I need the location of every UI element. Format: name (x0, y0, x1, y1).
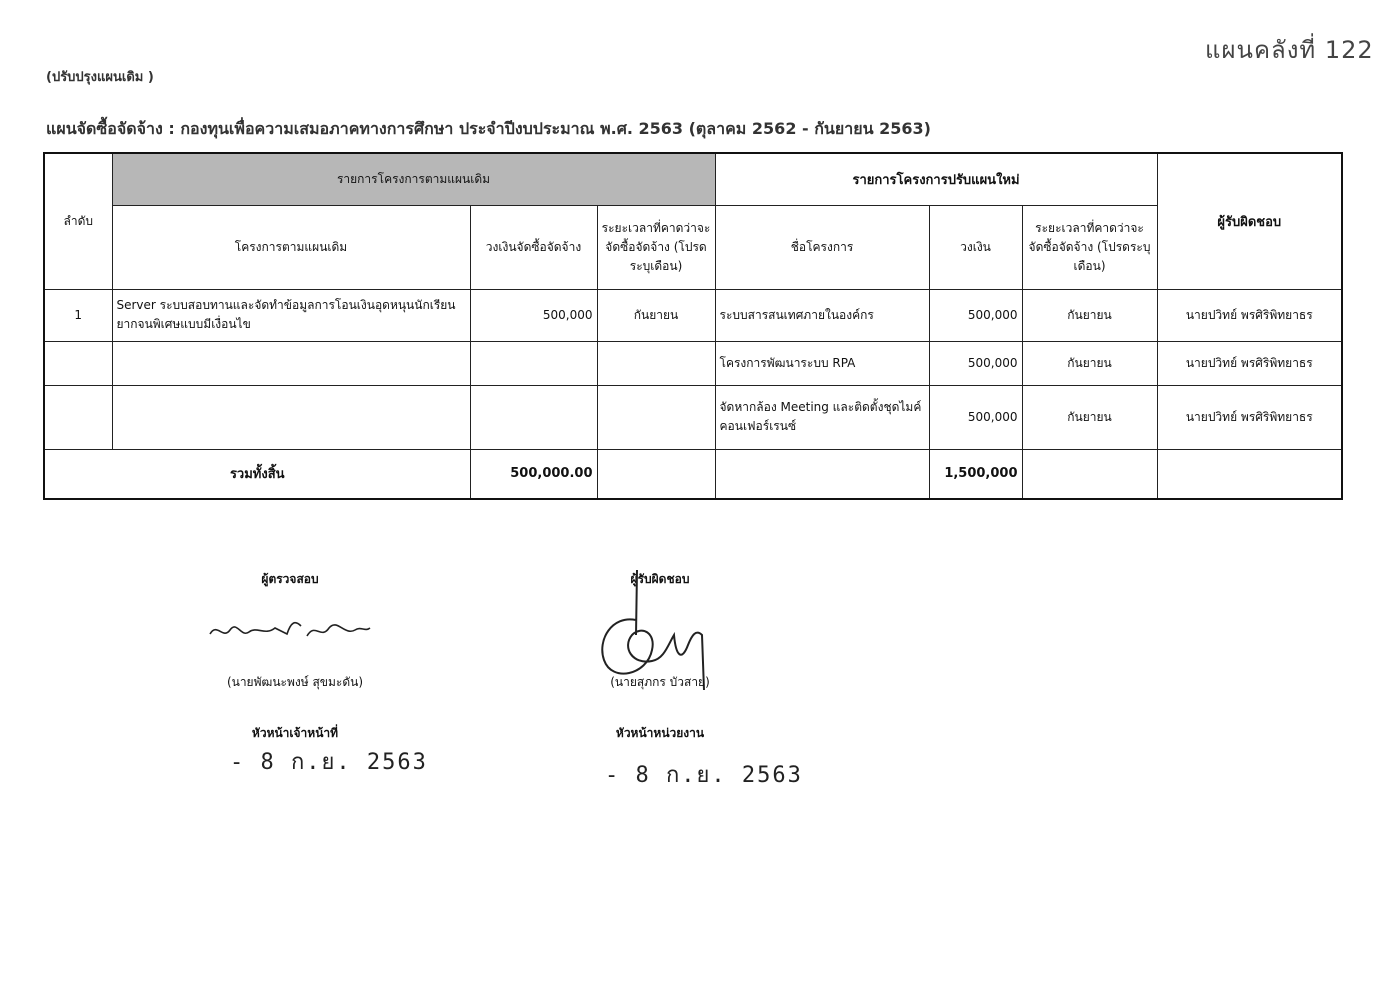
cell-owner: นายปวิทย์ พรศิริพิทยาธร (1157, 341, 1342, 385)
header-seq: ลำดับ (44, 153, 112, 289)
cell-new-budget: 500,000 (929, 289, 1022, 341)
header-new-period: ระยะเวลาที่คาดว่าจะ จัดซื้อจัดจ้าง (โปรดระบุเดือน) (1022, 205, 1157, 289)
table-row (44, 385, 1342, 449)
cell-new-project: ระบบสารสนเทศภายในองค์กร (715, 289, 929, 341)
cell-old-project (112, 385, 470, 449)
cell-seq: 1 (44, 289, 112, 341)
total-empty-cell (1157, 449, 1342, 499)
header-group-old: รายการโครงการตามแผนเดิม (112, 153, 715, 205)
left-signer-role: ผู้ตรวจสอบ (261, 572, 319, 586)
right-date-stamp: - 8 ก.ย. 2563 (605, 763, 803, 788)
cell-old-project (112, 341, 470, 385)
cell-new-budget: 500,000 (929, 385, 1022, 449)
left-date-stamp: - 8 ก.ย. 2563 (230, 750, 428, 775)
header-old-budget: วงเงินจัดซื้อจัดจ้าง (470, 205, 597, 289)
left-signer-position: หัวหน้าเจ้าหน้าที่ (251, 726, 339, 740)
cell-new-budget: 500,000 (929, 341, 1022, 385)
page-number-handwritten: แผนคลังที่ 122 (1205, 36, 1374, 64)
cell-old-project: Server ระบบสอบทานและจัดทำข้อมูลการโอนเงินอุดหนุนนักเรียนยากจนพิเศษแบบมีเงื่อนไข (112, 289, 470, 341)
table-row (44, 341, 1342, 385)
right-signer-role: ผู้รับผิดชอบ (630, 572, 690, 586)
header-new-budget: วงเงิน (929, 205, 1022, 289)
cell-old-budget (470, 341, 597, 385)
cell-old-budget: 500,000 (470, 289, 597, 341)
header-group-new: รายการโครงการปรับแผนใหม่ (715, 153, 1157, 205)
cell-new-project: จัดหากล้อง Meeting และติดตั้งชุดไมค์คอนเฟอร์เรนซ์ (715, 385, 929, 449)
cell-new-period: กันยายน (1022, 341, 1157, 385)
right-signer-position: หัวหน้าหน่วยงาน (615, 726, 705, 740)
cell-seq (44, 341, 112, 385)
total-empty-cell (1022, 449, 1157, 499)
cell-old-period (597, 385, 715, 449)
cell-owner: นายปวิทย์ พรศิริพิทยาธร (1157, 289, 1342, 341)
total-row (44, 449, 1342, 499)
header-old-period: ระยะเวลาที่คาดว่าจะ จัดซื้อจัดจ้าง (โปรดระบุเดือน) (597, 205, 715, 289)
header-owner: ผู้รับผิดชอบ (1157, 153, 1342, 289)
cell-new-project: โครงการพัฒนาระบบ RPA (715, 341, 929, 385)
header-old-project: โครงการตามแผนเดิม (112, 205, 470, 289)
total-old-budget: 500,000.00 (470, 449, 597, 499)
cell-seq (44, 385, 112, 449)
total-empty-cell (715, 449, 929, 499)
right-signer-name: (นายสุภกร บัวสาย) (610, 675, 710, 689)
revision-label: (ปรับปรุงแผนเดิม ) (46, 70, 154, 85)
left-signature-image (205, 612, 375, 648)
cell-new-period: กันยายน (1022, 289, 1157, 341)
cell-new-period: กันยายน (1022, 385, 1157, 449)
table-row (44, 289, 1342, 341)
document-title: แผนจัดซื้อจัดจ้าง : กองทุนเพื่อความเสมอภาคทางการศึกษา ประจำปีงบประมาณ พ.ศ. 2563 (ตุลาคม 2562 - กันยายน 2563) (46, 119, 931, 138)
left-signer-name: (นายพัฒนะพงษ์ สุขมะดัน) (226, 675, 364, 689)
total-new-budget: 1,500,000 (929, 449, 1022, 499)
total-empty-cell (597, 449, 715, 499)
header-new-project: ชื่อโครงการ (715, 205, 929, 289)
cell-owner: นายปวิทย์ พรศิริพิทยาธร (1157, 385, 1342, 449)
procurement-table (43, 152, 1343, 500)
cell-old-period: กันยายน (597, 289, 715, 341)
cell-old-period (597, 341, 715, 385)
cell-old-budget (470, 385, 597, 449)
total-label: รวมทั้งสิ้น (44, 449, 470, 499)
